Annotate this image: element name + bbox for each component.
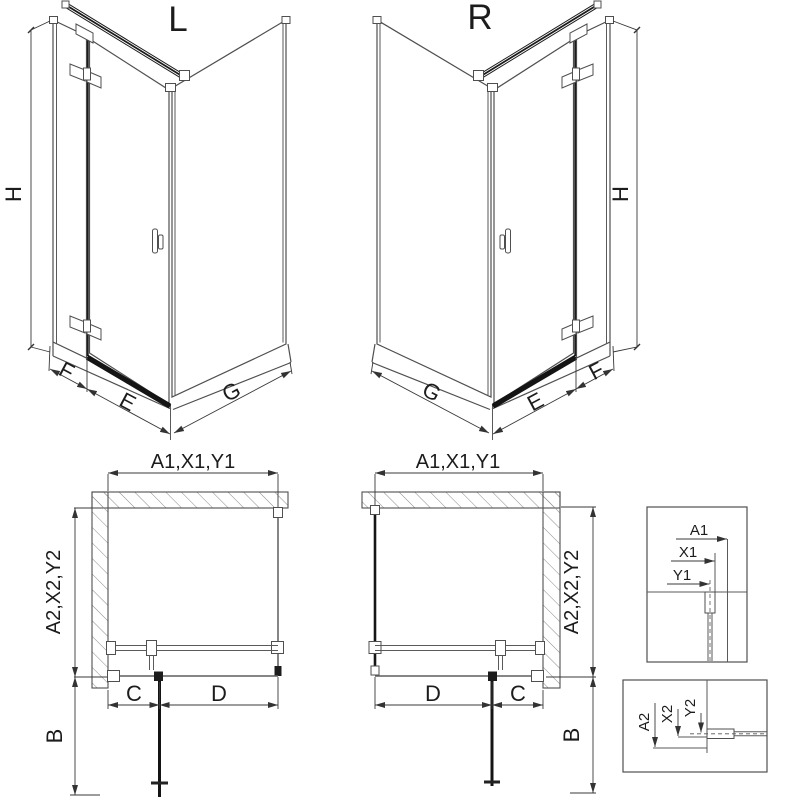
- wall-profile: [274, 508, 283, 518]
- door-handle: [153, 229, 164, 253]
- support-bar: [375, 641, 545, 671]
- wall-back: [92, 492, 288, 508]
- bar-tee-connector: [496, 641, 506, 656]
- dim-label-e: E: [522, 387, 548, 417]
- dim-label-a1x1y1: A1,X1,Y1: [150, 451, 236, 473]
- corner-cap: [166, 84, 176, 92]
- iso-view-left: [1, 0, 292, 440]
- wall-back: [362, 492, 560, 508]
- dim-label-g: G: [418, 376, 446, 407]
- wall-profile: [108, 671, 120, 682]
- detail-label-x2: X2: [659, 704, 676, 724]
- dim-label-f: F: [54, 356, 79, 385]
- dim-label-a2x2y2: A2,X2,Y2: [43, 549, 65, 635]
- detail-view-bottom: [623, 680, 767, 772]
- bar-connector: [180, 71, 190, 81]
- corner-cap: [606, 17, 614, 24]
- dim-label-d: D: [425, 681, 441, 706]
- front-glass-edge: [375, 671, 544, 682]
- dim-side: [174, 362, 292, 433]
- dim-front: [49, 346, 170, 434]
- dim-label-d: D: [211, 681, 227, 706]
- dim-label-h: H: [1, 186, 26, 202]
- dim-height: [1, 21, 50, 352]
- dim-label-a1x1y1: A1,X1,Y1: [415, 451, 501, 473]
- door-hinge-top: [70, 64, 101, 88]
- corner-cap: [50, 17, 58, 24]
- detail-label-y2: Y2: [682, 698, 699, 718]
- door-hinge-bottom: [562, 316, 593, 340]
- support-bar: [107, 641, 279, 671]
- dim-c-d: [375, 677, 543, 709]
- bar-connector: [369, 642, 381, 654]
- corner-cap: [373, 17, 381, 24]
- dim-b: [559, 677, 596, 793]
- plan-view-right: [362, 451, 596, 793]
- detail-label-a1: A1: [689, 522, 709, 539]
- wall-side: [543, 492, 560, 688]
- corner-cap: [488, 84, 498, 92]
- side-panel-edge: [369, 506, 381, 676]
- dim-label-f: F: [584, 356, 609, 385]
- hinge-pivot: [488, 672, 497, 682]
- dim-c-d: [108, 677, 278, 709]
- corner-connector: [371, 666, 379, 675]
- dim-front: [493, 346, 614, 434]
- dim-label-b: B: [559, 727, 584, 743]
- corner-cap: [282, 17, 290, 24]
- plan-view-left: [42, 451, 288, 797]
- dim-label-c: C: [510, 681, 526, 706]
- door-handle: [500, 229, 511, 253]
- dim-label-h: H: [608, 186, 633, 202]
- dim-label-e: E: [115, 387, 141, 417]
- bar-wall-bracket: [570, 24, 587, 43]
- door-panel: [494, 37, 575, 404]
- door-hinge-top: [562, 64, 593, 88]
- dim-label-b: B: [42, 728, 67, 744]
- dim-label-c: C: [126, 681, 142, 706]
- dim-label-a2x2y2: A2,X2,Y2: [561, 549, 583, 635]
- bar-connector: [474, 71, 484, 81]
- wall-side: [92, 492, 108, 688]
- detail-label-a2: A2: [636, 712, 653, 732]
- dim-label-g: G: [217, 376, 245, 407]
- bar-wall-bracket: [76, 24, 93, 43]
- bar-connector: [272, 642, 284, 654]
- wall-profile: [532, 671, 544, 682]
- front-glass-edge: [108, 671, 279, 682]
- detail-label-x1: X1: [678, 544, 698, 561]
- detail-view-top: [647, 507, 747, 662]
- bar-tee-connector: [147, 641, 157, 656]
- corner-connector: [275, 666, 282, 676]
- dim-height: [608, 21, 637, 352]
- dim-side: [371, 362, 489, 433]
- iso-view-right: [371, 0, 637, 440]
- wall-profile: [371, 506, 380, 515]
- detail-label-y1: Y1: [672, 567, 692, 584]
- door-hinge-bottom: [70, 316, 101, 340]
- dim-b: [42, 677, 100, 795]
- hinge-pivot: [154, 672, 163, 682]
- iso-right-label: R: [467, 0, 493, 37]
- door-panel: [88, 37, 169, 404]
- iso-left-label: L: [168, 0, 188, 39]
